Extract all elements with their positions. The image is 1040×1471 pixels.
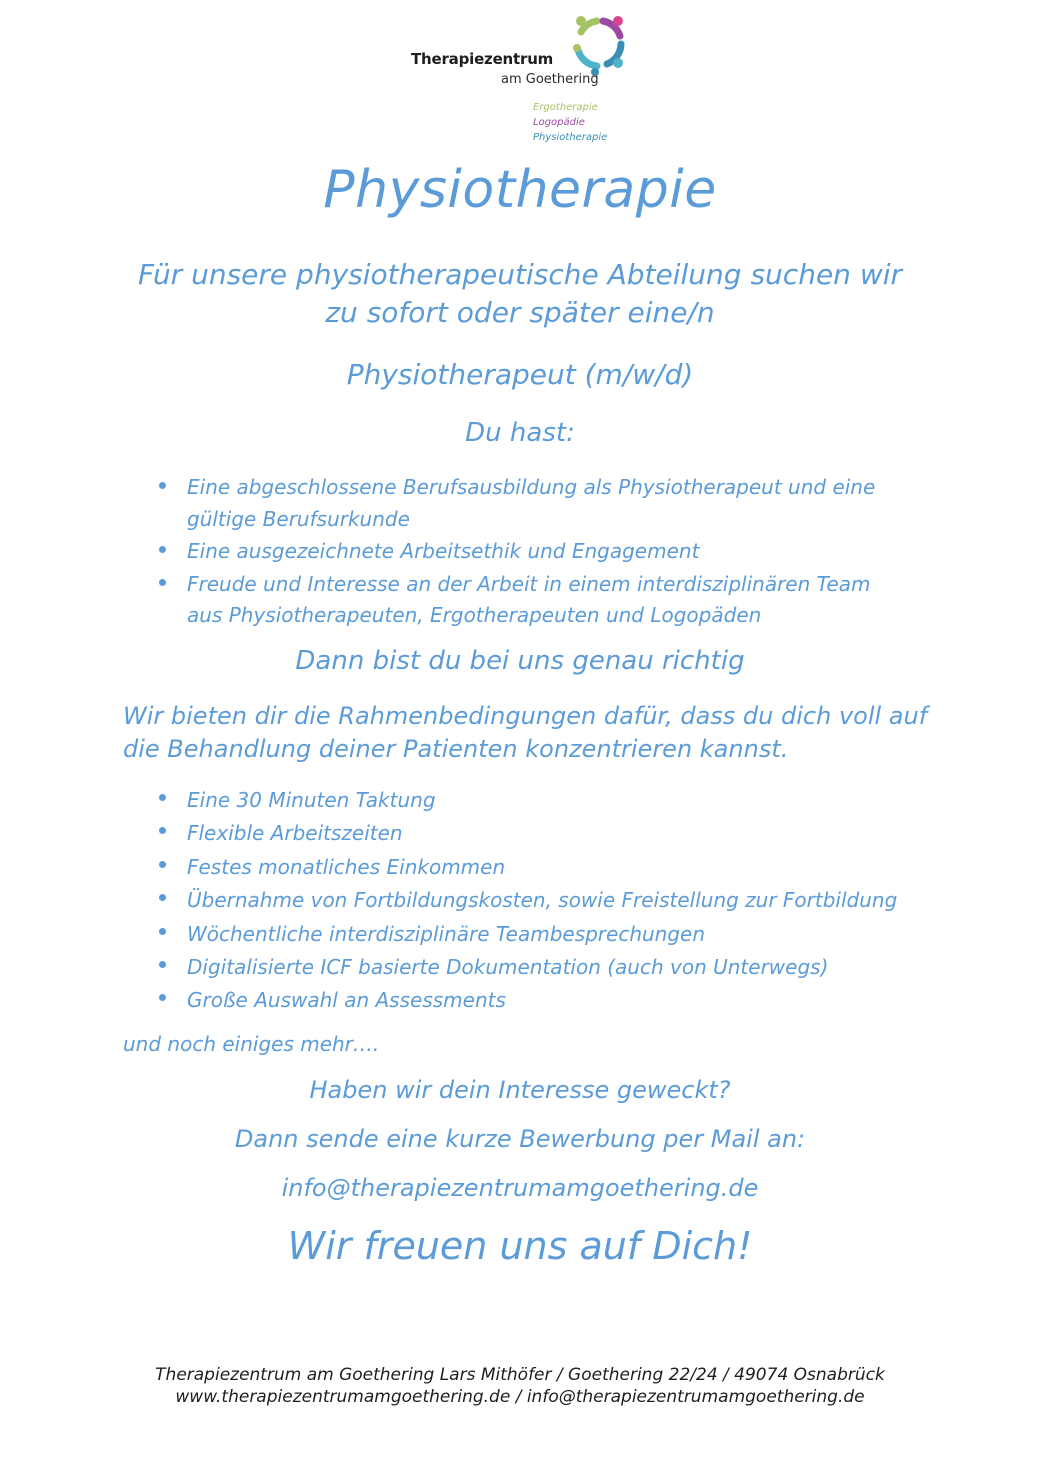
list-item-line: Freude und Interesse an der Arbeit in einem interdisziplinären Team xyxy=(187,571,871,596)
intro-line-2: zu sofort oder später eine/n xyxy=(325,296,715,329)
send-instruction: Dann sende eine kurze Bewerbung per Mail an: xyxy=(234,1125,806,1153)
more-text: und noch einiges mehr…. xyxy=(123,1032,380,1056)
logo-services xyxy=(533,100,607,145)
list-item-line: gültige Berufsurkunde xyxy=(187,506,410,531)
footer-web-contact[interactable]: www.therapiezentrumamgoethering.de / info@therapiezentrumamgoethering.de xyxy=(175,1387,865,1407)
logo-subtitle: am Goethering xyxy=(501,72,599,87)
bullet-icon xyxy=(159,928,166,935)
intro-text xyxy=(0,256,1040,332)
bullet-icon xyxy=(159,961,166,968)
list-item xyxy=(157,884,957,917)
list-item xyxy=(157,951,957,984)
list-item-text: Große Auswahl an Assessments xyxy=(187,988,506,1013)
list-item-text: Flexible Arbeitszeiten xyxy=(187,821,403,846)
bullet-icon xyxy=(159,579,166,586)
page-title: Physiotherapie xyxy=(323,160,717,220)
bullet-icon xyxy=(159,827,166,834)
bullet-icon xyxy=(159,894,166,901)
closing-text: Wir freuen uns auf Dich! xyxy=(287,1224,753,1268)
list-item-text: Eine 30 Minuten Taktung xyxy=(187,788,436,812)
offer-line-2: die Behandlung deiner Patienten konzentrieren kannst. xyxy=(123,735,789,763)
benefits-list xyxy=(157,784,957,1018)
list-item xyxy=(157,472,917,535)
offer-line-1: Wir bieten dir die Rahmenbedingungen dafür, dass du dich voll auf xyxy=(123,702,928,730)
list-item xyxy=(157,817,957,850)
list-item xyxy=(157,851,957,884)
bullet-icon xyxy=(159,546,166,553)
list-item-text: Festes monatliches Einkommen xyxy=(187,854,506,879)
people-circle-logo-icon xyxy=(567,12,631,76)
bullet-icon xyxy=(159,482,166,489)
list-item xyxy=(157,784,957,817)
position-title: Physiotherapeut (m/w/d) xyxy=(346,358,694,391)
list-item xyxy=(157,984,957,1017)
list-item xyxy=(157,536,917,568)
list-item-line: Eine ausgezeichnete Arbeitsethik und Engagement xyxy=(187,539,700,563)
requirements-list xyxy=(157,472,917,633)
list-item-text: Digitalisierte ICF basierte Dokumentation (auch von Unterwegs) xyxy=(187,955,829,980)
interest-question: Haben wir dein Interesse geweckt? xyxy=(309,1076,731,1104)
service-logopaedie: Logopädie xyxy=(533,117,585,128)
intro-line-1: Für unsere physiotherapeutische Abteilung suchen wir xyxy=(137,258,903,291)
bullet-icon xyxy=(159,861,166,868)
list-item xyxy=(157,918,957,951)
company-logo xyxy=(405,10,645,150)
footer-address: Therapiezentrum am Goethering Lars Mithöfer / Goethering 22/24 / 49074 Osnabrück xyxy=(155,1365,885,1385)
contact-email-link[interactable]: info@therapiezentrumamgoethering.de xyxy=(281,1174,759,1202)
logo-name: Therapiezentrum xyxy=(411,50,554,68)
requirements-heading: Du hast: xyxy=(465,418,575,448)
bullet-icon xyxy=(159,794,166,801)
service-physiotherapie: Physiotherapie xyxy=(533,132,608,143)
offer-text xyxy=(123,700,943,766)
list-item-text: Übernahme von Fortbildungskosten, sowie Freistellung zur Fortbildung xyxy=(187,888,898,913)
list-item xyxy=(157,569,917,632)
bullet-icon xyxy=(159,994,166,1001)
list-item-text: Wöchentliche interdisziplinäre Teambesprechungen xyxy=(187,921,706,946)
genau-richtig-heading: Dann bist du bei uns genau richtig xyxy=(295,646,745,676)
service-ergotherapie: Ergotherapie xyxy=(533,102,598,113)
list-item-line: aus Physiotherapeuten, Ergotherapeuten und Logopäden xyxy=(187,603,762,627)
list-item-line: Eine abgeschlossene Berufsausbildung als Physiotherapeut und eine xyxy=(187,475,876,499)
